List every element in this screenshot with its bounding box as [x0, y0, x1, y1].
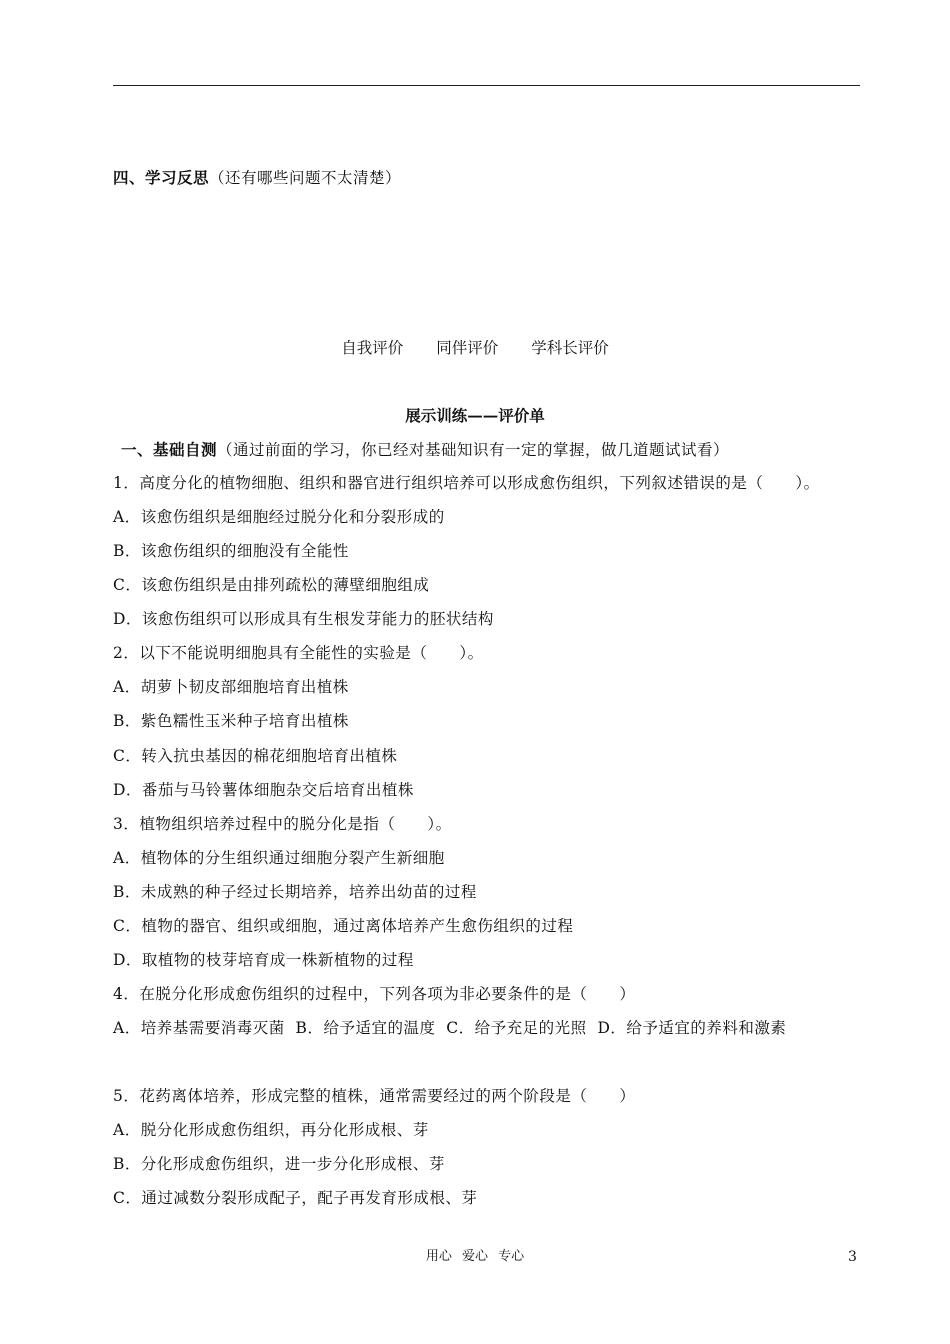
- peer-evaluation: 同伴评价: [436, 339, 499, 357]
- question-stem: 4．在脱分化形成愈伤组织的过程中，下列各项为非必要条件的是（ ）: [113, 985, 636, 1003]
- question-option: B．紫色糯性玉米种子培育出植株: [113, 712, 349, 730]
- footer-motto-word: 专心: [498, 1249, 525, 1264]
- footer-motto: [0, 1248, 950, 1266]
- question-option: B．该愈伤组织的细胞没有全能性: [113, 542, 349, 560]
- question-option: D．番茄与马铃薯体细胞杂交后培育出植株: [113, 781, 414, 799]
- question-option: A．胡萝卜韧皮部细胞培育出植株: [113, 678, 349, 696]
- subject-leader-evaluation: 学科长评价: [531, 339, 609, 357]
- question-option: B．分化形成愈伤组织，进一步分化形成根、芽: [113, 1155, 445, 1173]
- reflection-heading: 四、学习反思: [113, 168, 210, 187]
- question-option: A．植物体的分生组织通过细胞分裂产生新细胞: [113, 849, 445, 867]
- reflection-note: （还有哪些问题不太清楚）: [209, 169, 402, 187]
- reflection-heading-line: [113, 168, 401, 188]
- section1-heading-line: [121, 440, 729, 460]
- question-option: C．转入抗虫基因的棉花细胞培育出植株: [113, 747, 398, 765]
- footer-motto-word: 爱心: [461, 1249, 488, 1264]
- header-rule: [113, 85, 860, 86]
- question-option: C．植物的器官、组织或细胞，通过离体培养产生愈伤组织的过程: [113, 917, 574, 935]
- question-stem: 3．植物组织培养过程中的脱分化是指（ ）。: [113, 815, 452, 833]
- question-option: A．该愈伤组织是细胞经过脱分化和分裂形成的: [113, 508, 445, 526]
- question-option: A．脱分化形成愈伤组织，再分化形成根、芽: [113, 1121, 429, 1139]
- question-stem: 2．以下不能说明细胞具有全能性的实验是（ ）。: [113, 644, 484, 662]
- question-option: C．通过减数分裂形成配子，配子再发育形成根、芽: [113, 1189, 478, 1207]
- question-option: A．培养基需要消毒灭菌 B．给予适宜的温度 C．给予充足的光照 D．给予适宜的养料和激素: [113, 1019, 787, 1037]
- question-option: B．未成熟的种子经过长期培养，培养出幼苗的过程: [113, 883, 477, 901]
- section1-heading: 一、基础自测: [121, 440, 218, 459]
- question-option: D．取植物的枝芽培育成一株新植物的过程: [113, 951, 414, 969]
- sheet-title: 展示训练——评价单: [405, 406, 545, 425]
- section1-note: （通过前面的学习，你已经对基础知识有一定的掌握，做几道题试试看）: [217, 441, 730, 459]
- footer-motto-word: 用心: [425, 1249, 452, 1264]
- evaluation-row: [0, 338, 950, 358]
- question-option: D．该愈伤组织可以形成具有生根发芽能力的胚状结构: [113, 610, 494, 628]
- page-number: 3: [848, 1249, 857, 1265]
- question-option: C．该愈伤组织是由排列疏松的薄壁细胞组成: [113, 576, 430, 594]
- self-evaluation: 自我评价: [341, 339, 404, 357]
- question-stem: 1．高度分化的植物细胞、组织和器官进行组织培养可以形成愈伤组织，下列叙述错误的是（ ）。: [113, 474, 820, 492]
- question-stem: 5．花药离体培养，形成完整的植株，通常需要经过的两个阶段是（ ）: [113, 1087, 636, 1105]
